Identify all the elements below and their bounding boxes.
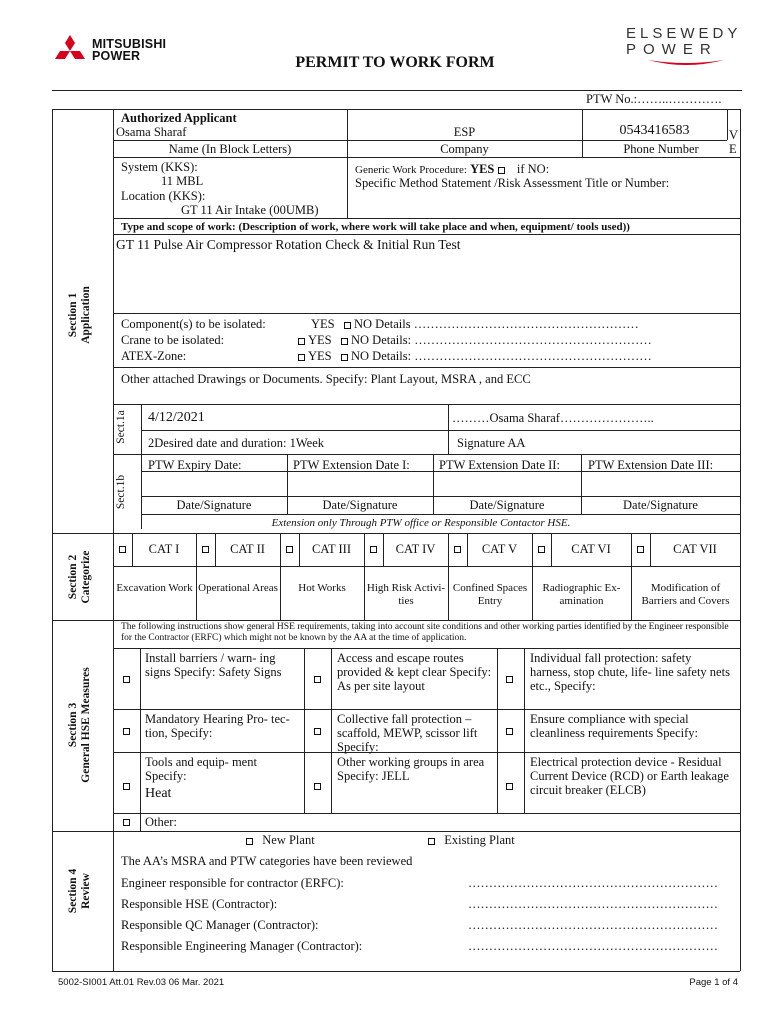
atex-dots: ………………………………………………… — [414, 349, 652, 363]
review-row-dots: …………………………………………………… — [468, 876, 718, 890]
sect1a-label: Sect.1a — [115, 410, 127, 444]
generic-yes: YES — [470, 162, 495, 176]
scope-value: GT 11 Pulse Air Compressor Rotation Check & Initial Run Test — [116, 237, 461, 252]
components-dots: ……………………………………………… — [413, 317, 639, 331]
date-signature-3: Date/Signature — [469, 498, 545, 512]
new-plant-option — [246, 833, 315, 847]
logo-line2: POWER — [92, 49, 141, 63]
review-row-dots: …………………………………………………… — [468, 918, 718, 932]
cat-description: Hot Works — [298, 582, 346, 594]
system-value: 11 MBL — [161, 174, 204, 188]
measure-text: Install barriers / warn- ing signs Specify: Safety Signs — [145, 651, 282, 679]
section1-label — [67, 255, 97, 375]
measure-checkbox[interactable] — [314, 728, 321, 735]
cat-description: Excavation Work — [116, 582, 193, 594]
review-row-dots: …………………………………………………… — [468, 939, 718, 953]
crane-dots: ………………………………………………… — [414, 333, 652, 347]
cat-label: CAT V — [481, 542, 518, 556]
section1-label-bottom: Application — [80, 286, 92, 344]
new-plant-checkbox[interactable] — [246, 838, 253, 845]
measure-checkbox[interactable] — [314, 676, 321, 683]
location-label: Location (KKS): — [121, 189, 206, 203]
section4-label-top: Section 4 — [67, 868, 79, 914]
measure-checkbox[interactable] — [123, 783, 130, 790]
phone-label: Phone Number — [623, 142, 699, 156]
measure-checkbox[interactable] — [506, 676, 513, 683]
generic-yes-checkbox[interactable] — [498, 167, 505, 174]
components-label: Component(s) to be isolated: — [121, 317, 266, 331]
date-signature-2: Date/Signature — [322, 498, 398, 512]
atex-yes: YES — [308, 349, 332, 363]
cat-label: CAT III — [311, 542, 351, 556]
review-row-dots: …………………………………………………… — [468, 897, 718, 911]
crane-yes-checkbox[interactable] — [298, 338, 305, 345]
cat-checkbox[interactable] — [286, 546, 293, 553]
cat-checkbox[interactable] — [454, 546, 461, 553]
cat-description: Operational Areas — [198, 582, 278, 594]
ptw-ext2: PTW Extension Date II: — [439, 458, 560, 472]
measure-text: Tools and equip- ment Specify: — [145, 755, 257, 783]
elsewedy-line1: ELSEWEDY — [626, 25, 742, 42]
existing-plant-checkbox[interactable] — [428, 838, 435, 845]
section4-label — [67, 841, 97, 941]
measure-checkbox[interactable] — [506, 783, 513, 790]
measure-text: Individual fall protection: safety harness, stop chute, life- line safety nets etc., Specify: — [530, 651, 730, 693]
generic-procedure: Generic Work Procedure: YES if NO: — [355, 162, 550, 176]
page-title: PERMIT TO WORK FORM — [295, 54, 495, 71]
existing-plant-label: Existing Plant — [444, 833, 515, 847]
cat-label: CAT VI — [571, 542, 611, 556]
desired-date: 2Desired date and duration: 1Week — [148, 436, 325, 450]
section3-label — [67, 645, 97, 805]
location-value: GT 11 Air Intake (00UMB) — [181, 203, 319, 217]
page-number: Page 1 of 4 — [689, 977, 738, 988]
measure-checkbox[interactable] — [506, 728, 513, 735]
atex-no-checkbox[interactable] — [341, 354, 348, 361]
date-value: 4/12/2021 — [148, 410, 205, 425]
measure-checkbox[interactable] — [314, 783, 321, 790]
crane-label: Crane to be isolated: — [121, 333, 225, 347]
elsewedy-logo — [626, 26, 741, 72]
measure-text: Access and escape routes provided & kept clear Specify: As per site layout — [337, 651, 492, 693]
ptw-no: PTW No.:……..…………. — [586, 92, 722, 106]
cat-checkbox[interactable] — [119, 546, 126, 553]
atex-no-details: NO Details — [351, 349, 408, 363]
authorized-applicant-heading: Authorized Applicant — [121, 111, 237, 125]
review-row-label: Responsible HSE (Contractor): — [121, 897, 278, 911]
scope-label: Type and scope of work: (Description of work, where work will take place and when, equipment/ tools used)) — [121, 221, 630, 233]
cat-label: CAT IV — [395, 542, 436, 556]
measure-text: Collective fall protection – scaffold, MEWP, scissor lift Specify: — [337, 712, 478, 754]
date-signature-1: Date/Signature — [176, 498, 252, 512]
other-label: Other: — [145, 815, 177, 829]
crane-no-checkbox[interactable] — [341, 338, 348, 345]
mitsubishi-diamonds-icon — [52, 35, 88, 67]
phone-value: 0543416583 — [619, 123, 690, 138]
components-no-checkbox[interactable] — [344, 322, 351, 329]
reviewed-text: The AA’s MSRA and PTW categories have been reviewed — [121, 854, 413, 868]
sect1b-label: Sect.1b — [115, 474, 127, 510]
side-letters: V E — [729, 128, 739, 156]
section1-label-top: Section 1 — [67, 292, 79, 338]
review-row-label: Responsible Engineering Manager (Contractor): — [121, 939, 363, 953]
atex-options: YES NO Details: ………………………………………………… — [298, 349, 652, 363]
company-label: Company — [440, 142, 489, 156]
cat-description: Modification of Barriers and Covers — [641, 582, 730, 607]
components-no-details: NO Details — [354, 317, 411, 331]
components-yes: YES — [311, 317, 335, 331]
generic-procedure-label: Generic Work Procedure: — [355, 164, 467, 176]
company-value: ESP — [453, 125, 476, 139]
cat-checkbox[interactable] — [637, 546, 644, 553]
crane-yes: YES — [308, 333, 332, 347]
measure-text: Other working groups in area Specify: JELL — [337, 755, 485, 783]
cat-checkbox[interactable] — [202, 546, 209, 553]
section2-label — [67, 527, 97, 627]
if-no-label: if NO — [516, 162, 546, 176]
mitsubishi-logo — [52, 35, 192, 69]
drawings-line: Other attached Drawings or Documents. Specify: Plant Layout, MSRA , and ECC — [121, 372, 531, 386]
cat-description: Confined Spaces Entry — [452, 582, 528, 607]
section2-label-bottom: Categorize — [80, 550, 92, 604]
signature-aa: Signature AA — [457, 436, 526, 450]
name-label: Name (In Block Letters) — [168, 142, 292, 156]
review-row-label: Responsible QC Manager (Contractor): — [121, 918, 319, 932]
ptw-expiry: PTW Expiry Date: — [148, 458, 242, 472]
atex-yes-checkbox[interactable] — [298, 354, 305, 361]
method-statement: Specific Method Statement /Risk Assessment Title or Number: — [355, 176, 670, 190]
tools-value: Heat — [145, 786, 172, 801]
atex-label: ATEX-Zone: — [121, 349, 187, 363]
cat-label: CAT I — [148, 542, 180, 556]
applicant-name: Osama Sharaf — [116, 125, 187, 139]
doc-ref: 5002-SI001 Att.01 Rev.03 06 Mar. 2021 — [58, 977, 225, 988]
other-checkbox[interactable] — [123, 819, 130, 826]
cat-label: CAT VII — [673, 542, 717, 556]
measure-checkbox[interactable] — [123, 728, 130, 735]
cat-description: Radiographic Ex- amination — [542, 582, 621, 607]
section3-label-bottom: General HSE Measures — [80, 667, 92, 783]
components-options — [311, 317, 639, 331]
section2-label-top: Section 2 — [67, 554, 79, 600]
date-signature-4: Date/Signature — [623, 498, 698, 512]
cat-description: High Risk Activi- ties — [366, 582, 446, 607]
extension-note: Extension only Through PTW office or Responsible Contactor HSE. — [271, 517, 571, 529]
cat-checkbox[interactable] — [538, 546, 545, 553]
crane-options: YES NO Details: ………………………………………………… — [298, 333, 652, 347]
elsewedy-line2: POWER — [626, 41, 718, 58]
new-plant-label: New Plant — [262, 833, 315, 847]
swoosh-icon — [646, 58, 726, 68]
measure-text: Mandatory Hearing Pro- tec- tion, Specify: — [145, 712, 290, 740]
section4-label-bottom: Review — [80, 873, 92, 909]
ptw-ext1: PTW Extension Date I: — [293, 458, 410, 472]
cat-label: CAT II — [230, 542, 265, 556]
crane-no-details: NO Details — [351, 333, 408, 347]
ptw-ext3: PTW Extension Date III: — [588, 458, 714, 472]
cat-checkbox[interactable] — [370, 546, 377, 553]
signature-name: ………Osama Sharaf………………….. — [452, 411, 654, 425]
existing-plant-option — [428, 833, 515, 847]
logo-line1: MITSUBISHI — [92, 37, 167, 51]
measure-checkbox[interactable] — [123, 676, 130, 683]
section3-label-top: Section 3 — [67, 702, 79, 748]
measure-text: Ensure compliance with special cleanliness requirements Specify: — [530, 712, 698, 740]
measure-text: Electrical protection device - Residual Current Device (RCD) or Earth leakage circuit breaker (ELCB) — [530, 755, 729, 797]
system-label: System (KKS): — [121, 160, 198, 174]
section3-intro: The following instructions show general HSE requirements, taking into account site conditions and other working parties identified by the Engineer responsible for the Contractor (ERFC) which might not be known by the AA at the time of application. — [121, 622, 729, 643]
review-row-label: Engineer responsible for contractor (ERFC): — [121, 876, 344, 890]
